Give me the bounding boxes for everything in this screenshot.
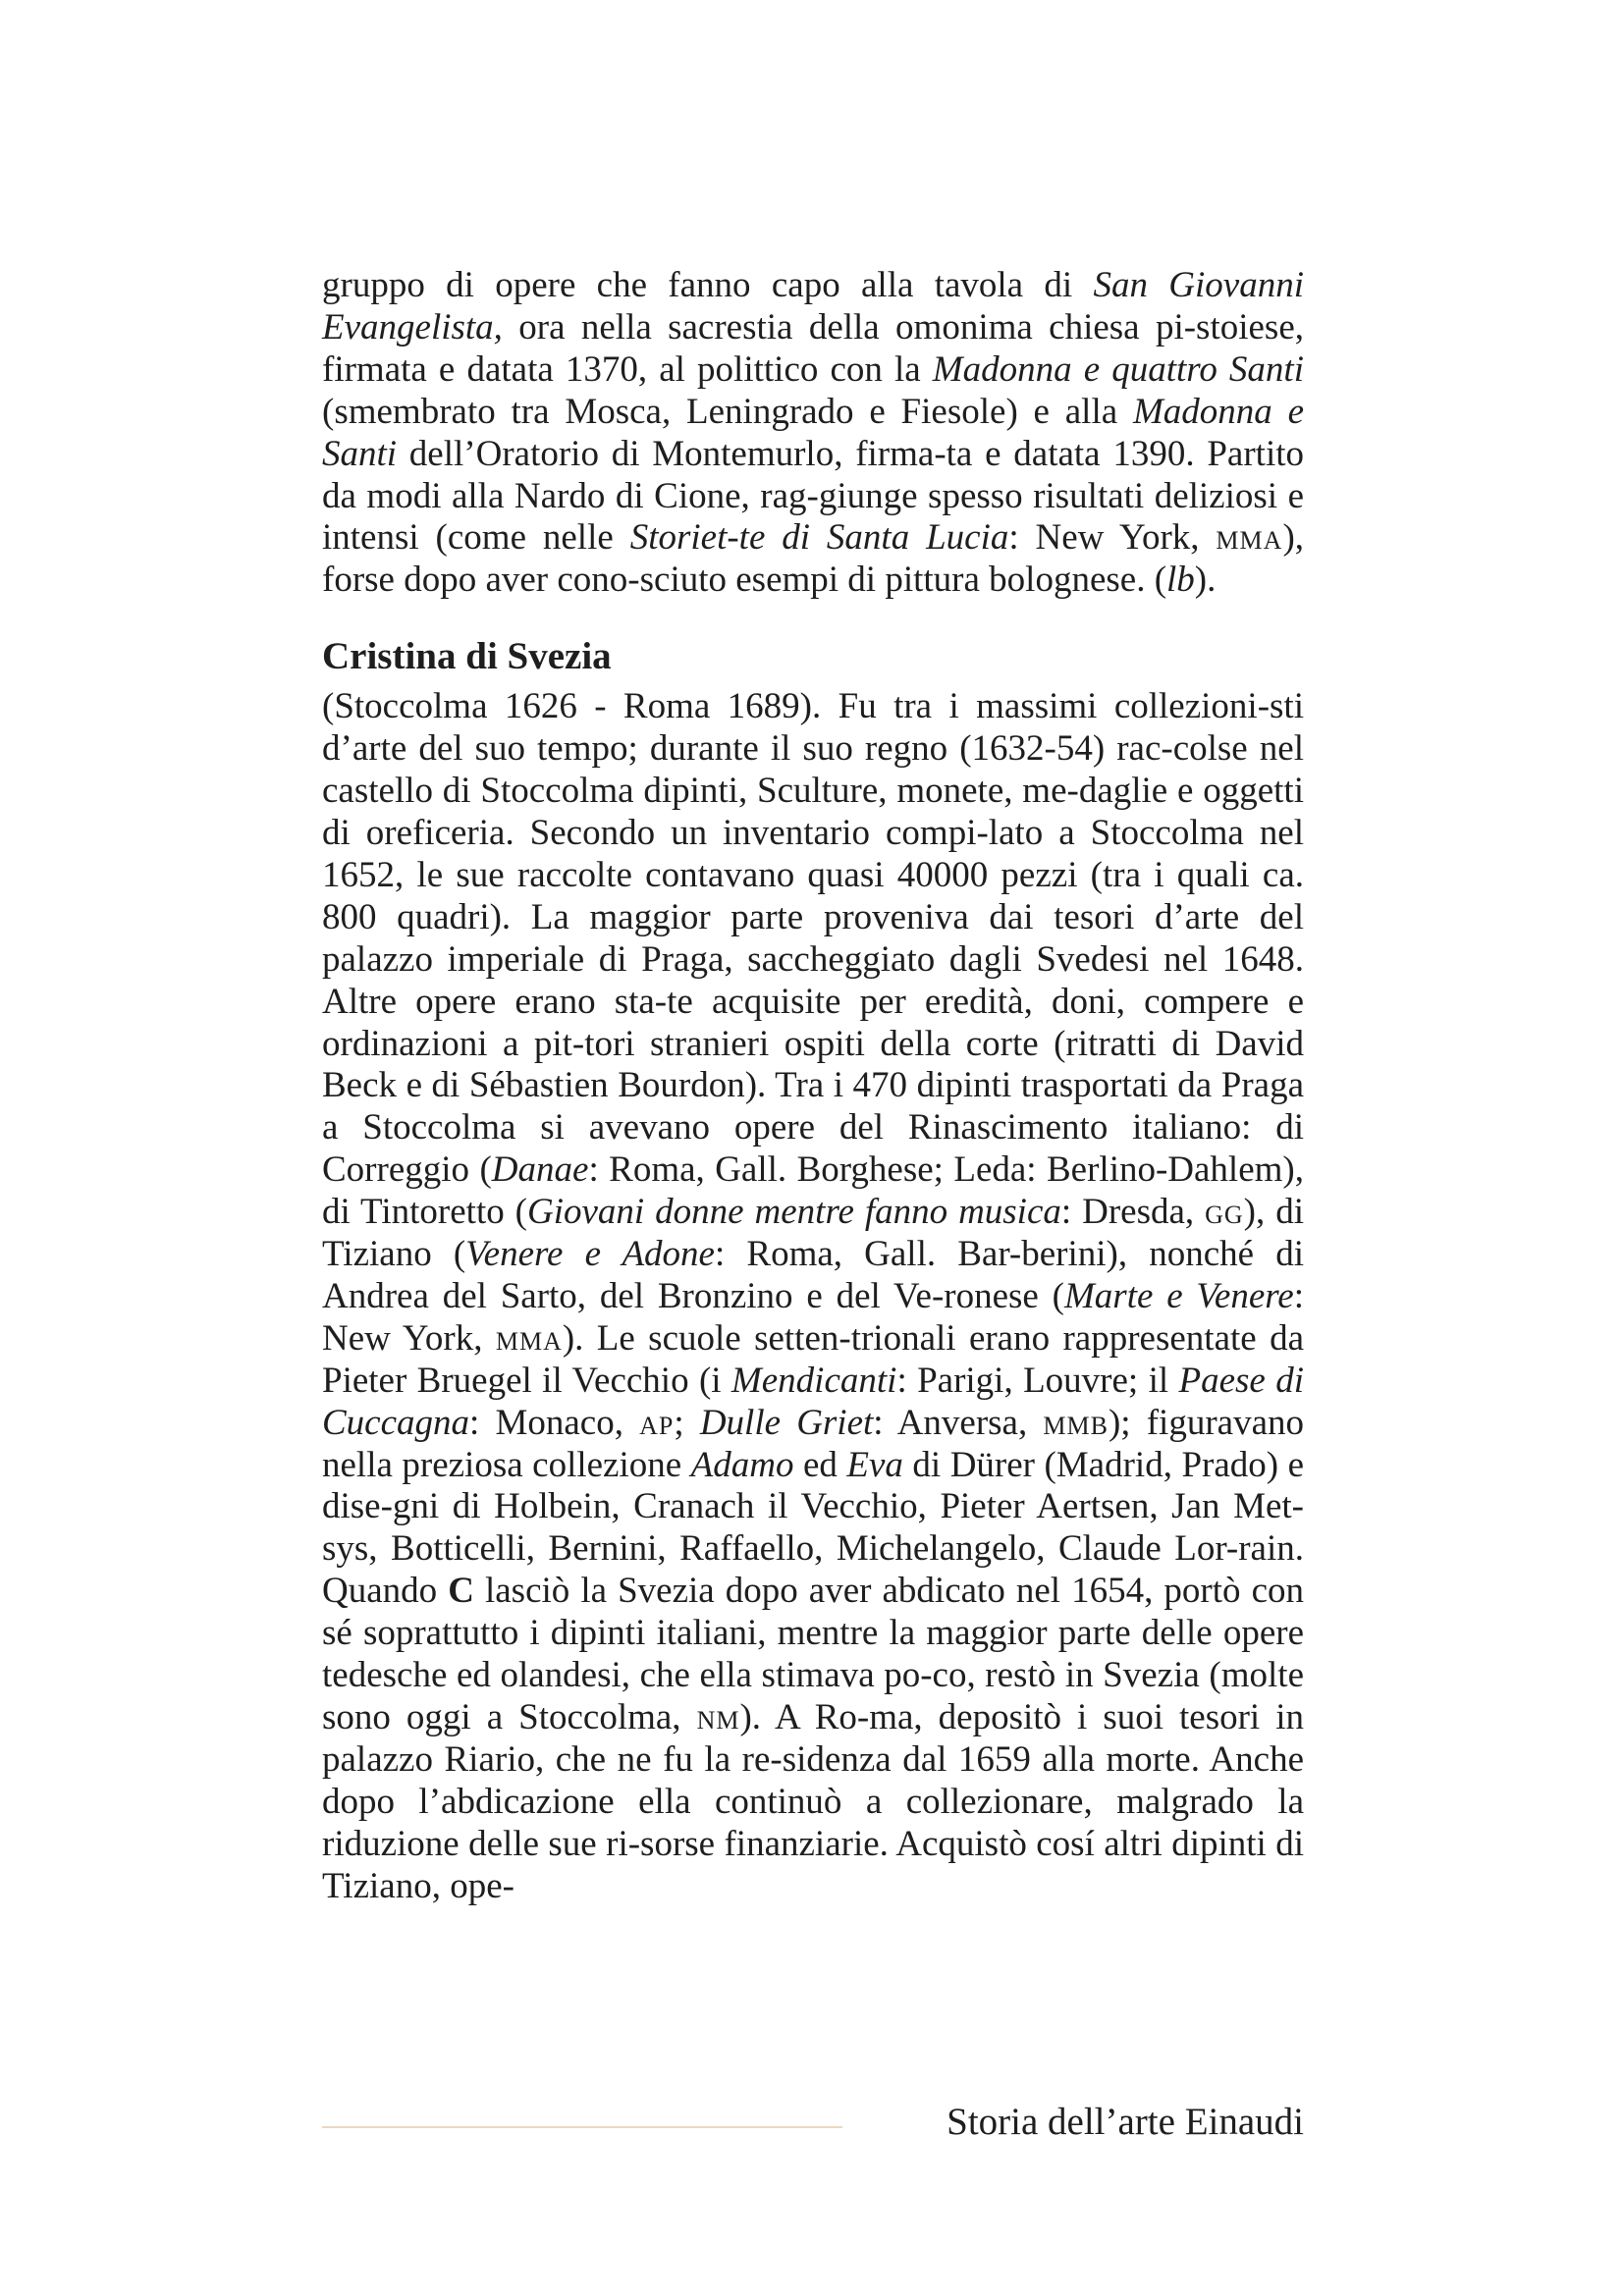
artwork-title: Mendicanti — [730, 1360, 897, 1401]
artwork-title: Giovani donne mentre fanno musica — [527, 1192, 1061, 1233]
footer-rule — [322, 2126, 842, 2128]
museum-abbreviation: ap — [639, 1402, 675, 1443]
author-initials: lb — [1166, 560, 1195, 601]
page-footer — [322, 2097, 1304, 2156]
entry-body-paragraph: (Stoccolma 1626 - Roma 1689). Fu tra i massimi collezioni-sti d’arte del suo tempo; durante il suo regno (1632-54) rac-colse nel castello di Stoccolma dipinti, Sculture, monete, me-daglie e oggetti di oreficeria. Secondo un inventario compi-lato a Stoccolma nel 1652, le sue raccolte contavano quasi 40000 pezzi (tra i quali ca. 800 quadri). La maggior parte proveniva dai tesori d’arte del palazzo imperiale di Praga, saccheggiato dagli Svedesi nel 1648. Altre opere erano sta-te acquisite per eredità, doni, compere e ordinazioni a pit-tori stranieri ospiti della corte (ritratti di David Beck e di Sébastien Bourdon). Tra i 470 dipinti trasportati da Praga a Stoccolma si avevano opere del Rinascimento italiano: di Correggio (Danae: Roma, Gall. Borghese; Leda: Berlino-Dahlem), di Tintoretto (Giovani donne mentre fanno musica: Dresda, gg), di Tiziano (Venere e Adone: Roma, Gall. Bar-berini), nonché di Andrea del Sarto, del Bronzino e del Ve-ronese (Marte e Venere: New York, mma). Le scuole setten-trionali erano rappresentate da Pieter Bruegel il Vecchio (i Mendicanti: Parigi, Louvre; il Paese di Cuccagna: Monaco, ap; Dulle Griet: Anversa, mmb); figuravano nella preziosa collezione Adamo ed Eva di Dürer (Madrid, Prado) e dise-gni di Holbein, Cranach il Vecchio, Pieter Aertsen, Jan Met-sys, Botticelli, Bernini, Raffaello, Michelangelo, Claude Lor-rain. Quando C lasciò la Svezia dopo aver abdicato nel 1654, portò con sé soprattutto i dipinti italiani, mentre la maggior parte delle opere tedesche ed olandesi, che ella stimava po-co, restò in Svezia (molte sono oggi a Stoccolma, nm). A Ro-ma, depositò i suoi tesori in palazzo Riario, che ne fu la re-sidenza dal 1659 alla morte. Anche dopo l’abdicazione ella continuò a collezionare, malgrado la riduzione delle sue ri-sorse finanziarie. Acquistò cosí altri dipinti di Tiziano, ope- — [322, 686, 1304, 1906]
previous-entry-paragraph: gruppo di opere che fanno capo alla tavola di San Giovanni Evangelista, ora nella sacrestia della omonima chiesa pi-stoiese, firmata e datata 1370, al polittico con la Madonna e quattro Santi (smembrato tra Mosca, Leningrado e Fiesole) e alla Madonna e Santi dell’Oratorio di Montemurlo, firma-ta e datata 1390. Partito da modi alla Nardo di Cione, rag-giunge spesso risultati deliziosi e intensi (come nelle Storiet-te di Santa Lucia: New York, mma), forse dopo aver cono-sciuto esempi di pittura bolognese. (lb). — [322, 265, 1305, 601]
artwork-title: San Giovanni Evangelista, — [322, 265, 1305, 347]
artwork-title: Danae — [491, 1149, 589, 1191]
museum-abbreviation: mma — [1216, 517, 1283, 559]
artwork-title: Storiet-te di Santa Lucia — [629, 517, 1009, 559]
museum-abbreviation: gg — [1205, 1192, 1244, 1233]
museum-abbreviation: nm — [696, 1697, 740, 1737]
entry-initial: C — [448, 1571, 474, 1612]
artwork-title: Paese di Cuccagna — [322, 1360, 1304, 1443]
artwork-title: Adamo — [690, 1444, 794, 1485]
artwork-title: Madonna e Santi — [322, 391, 1305, 474]
artwork-title: Madonna e quattro Santi — [932, 348, 1304, 390]
main-text-column — [322, 265, 1304, 1908]
artwork-title: Dulle Griet — [699, 1402, 874, 1443]
artwork-title: Marte e Venere — [1063, 1275, 1294, 1316]
artwork-title: Venere e Adone — [465, 1234, 715, 1275]
artwork-title: Eva — [846, 1444, 903, 1485]
museum-abbreviation: mmb — [1043, 1402, 1109, 1443]
entry-heading: Cristina di Svezia — [322, 635, 612, 678]
footer-book-title: Storia dell’arte Einaudi — [947, 2101, 1304, 2143]
museum-abbreviation: mma — [495, 1317, 563, 1359]
